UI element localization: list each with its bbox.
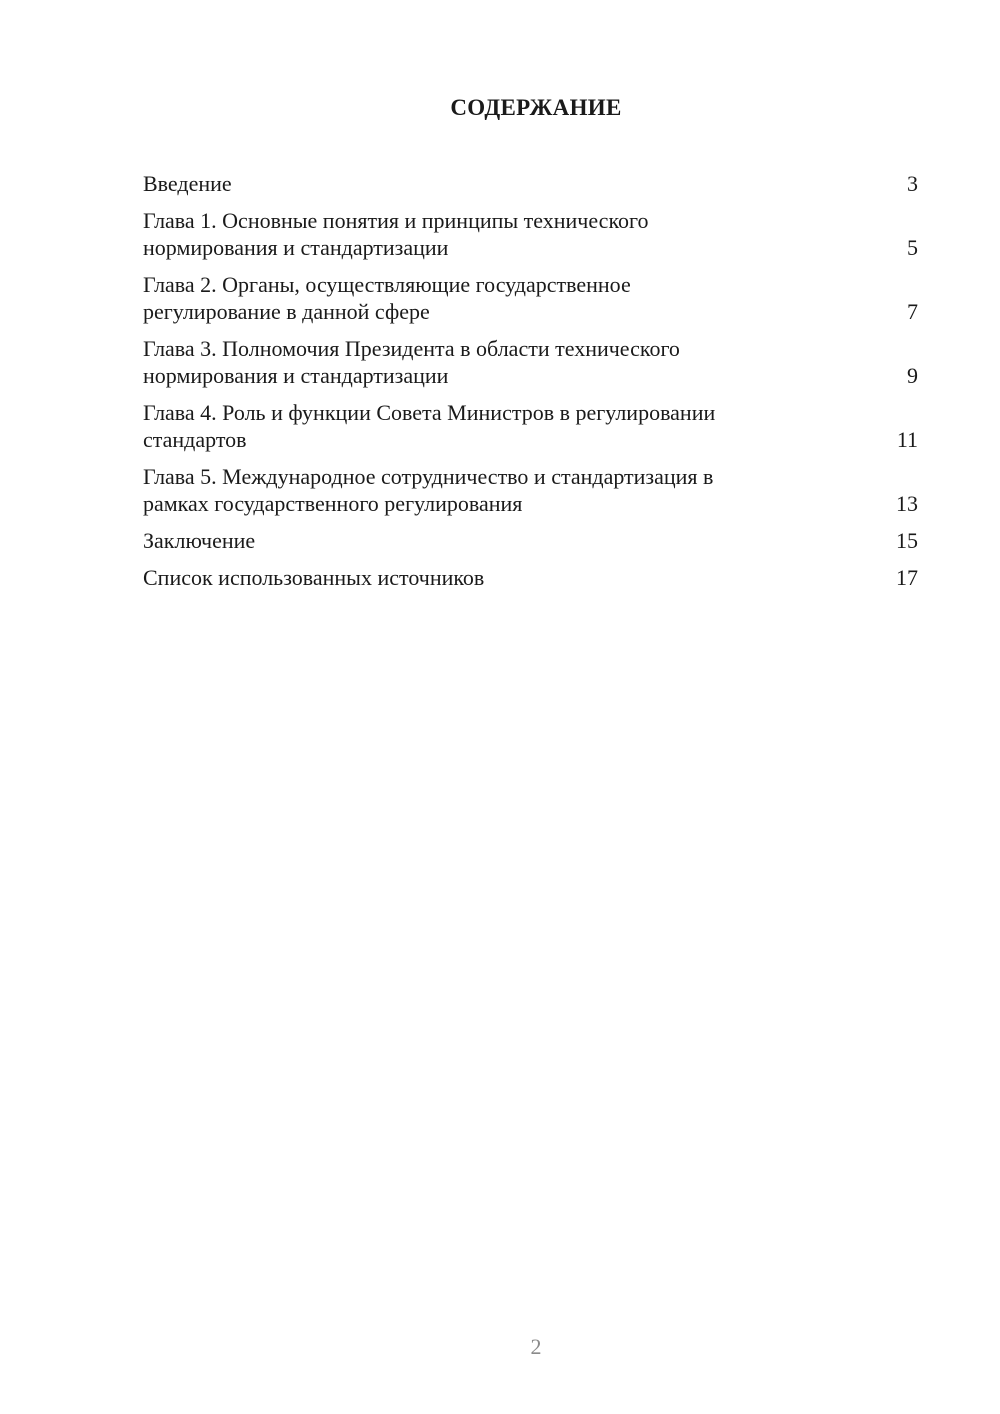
toc-entry: [143, 527, 918, 554]
toc-entry: [143, 335, 918, 389]
toc-entry-line: рамках государственного регулирования: [143, 491, 523, 516]
toc-entry-line: Заключение: [143, 528, 256, 553]
toc-entry-title: [143, 527, 808, 554]
toc-entry-line: Список использованных источников: [143, 565, 485, 590]
toc-entry-page: 5: [907, 235, 918, 260]
toc-entry: [143, 271, 918, 325]
toc-entry-page: 7: [907, 299, 918, 324]
toc-entry-page: 13: [896, 491, 918, 516]
toc-entry-title: [143, 463, 808, 517]
toc-entry: [143, 170, 918, 197]
toc-entry-page: 9: [907, 363, 918, 388]
toc-entry-page: 3: [907, 171, 918, 196]
toc-entry: [143, 564, 918, 591]
toc-entry-title: [143, 170, 808, 197]
toc-entry-line: Введение: [143, 171, 232, 196]
toc-entry-title: [143, 399, 808, 453]
page-title: СОДЕРЖАНИЕ: [450, 95, 622, 120]
toc-entry-line: регулирование в данной сфере: [143, 299, 430, 324]
table-of-contents: [143, 170, 918, 601]
toc-entry-page: 17: [896, 565, 918, 590]
toc-entry-line: нормирования и стандартизации: [143, 235, 449, 260]
toc-entry-page: 15: [896, 528, 918, 553]
toc-entry-line: Глава 3. Полномочия Президента в области технического: [143, 336, 680, 361]
toc-entry-line: Глава 4. Роль и функции Совета Министров в регулировании: [143, 400, 716, 425]
toc-entry-title: [143, 207, 808, 261]
toc-entry-line: Глава 1. Основные понятия и принципы технического: [143, 208, 649, 233]
toc-entry-title: [143, 335, 808, 389]
toc-entry-page: 11: [896, 427, 918, 452]
page-number: 2: [530, 1334, 542, 1359]
toc-entry-line: стандартов: [143, 427, 247, 452]
toc-entry: [143, 463, 918, 517]
toc-entry-line: нормирования и стандартизации: [143, 363, 449, 388]
toc-entry-title: [143, 564, 808, 591]
toc-entry-line: Глава 5. Международное сотрудничество и стандартизация в: [143, 464, 714, 489]
toc-entry-title: [143, 271, 808, 325]
toc-entry: [143, 207, 918, 261]
toc-entry-line: Глава 2. Органы, осуществляющие государственное: [143, 272, 631, 297]
toc-entry: [143, 399, 918, 453]
